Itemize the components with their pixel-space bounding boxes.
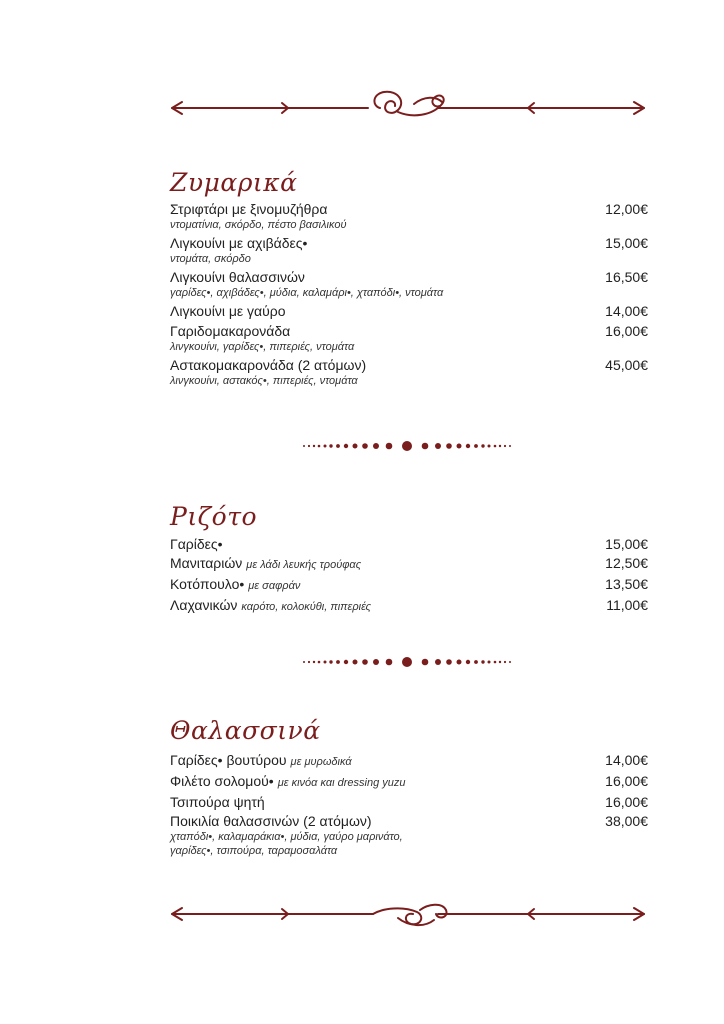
item-name: Φιλέτο σολομού•	[170, 773, 274, 789]
item-name: Λιγκουίνι θαλασσινών	[170, 269, 305, 285]
item-name: Λαχανικών	[170, 597, 238, 613]
list-item	[170, 772, 648, 792]
item-price: 38,00€	[605, 813, 648, 829]
pasta-list	[170, 200, 648, 388]
item-name: Γαριδομακαρονάδα	[170, 323, 291, 339]
item-name: Λιγκουίνι με γαύρο	[170, 303, 286, 319]
item-name: Λιγκουίνι με αχιβάδες•	[170, 235, 308, 251]
list-item	[170, 793, 648, 811]
item-price: 11,00€	[606, 597, 648, 613]
item-name: Μανιταριών	[170, 555, 243, 571]
item-inline-desc: με μυρωδικά	[290, 756, 352, 768]
item-inline-desc: με λάδι λευκής τρούφας	[246, 559, 362, 571]
section-title-pasta: Ζυμαρικά	[170, 168, 298, 197]
dots-divider	[300, 655, 514, 669]
item-desc: ντοματίνια, σκόρδο, πέστο βασιλικού	[170, 219, 347, 231]
list-item	[170, 751, 648, 771]
item-price: 13,50€	[605, 576, 648, 592]
item-inline-desc: με σαφράν	[248, 580, 301, 592]
item-price: 12,50€	[605, 555, 648, 571]
list-item	[170, 596, 648, 616]
list-item	[170, 575, 648, 595]
list-item	[170, 200, 648, 232]
item-price: 12,00€	[605, 201, 648, 217]
list-item	[170, 322, 648, 354]
item-price: 16,00€	[605, 773, 648, 789]
item-price: 16,00€	[605, 323, 648, 339]
seafood-list	[170, 751, 648, 858]
list-item	[170, 812, 648, 858]
item-name: Γαρίδες•	[170, 536, 223, 552]
item-desc: λινγκουίνι, γαρίδες•, πιπεριές, ντομάτα	[170, 341, 355, 353]
list-item	[170, 268, 648, 300]
list-item	[170, 554, 648, 574]
item-desc: ντομάτα, σκόρδο	[170, 253, 251, 265]
item-inline-desc: καρότο, κολοκύθι, πιπεριές	[241, 601, 371, 613]
item-price: 16,00€	[605, 794, 648, 810]
item-desc-line2: γαρίδες•, τσιπούρα, ταραμοσαλάτα	[170, 845, 338, 857]
item-inline-desc: με κινόα και dressing yuzu	[277, 777, 406, 789]
top-ornament	[168, 86, 648, 126]
item-price: 14,00€	[605, 752, 648, 768]
item-desc: χταπόδι•, καλαμαράκια•, μύδια, γαύρο μαρινάτο,	[170, 831, 403, 843]
dots-divider	[300, 439, 514, 453]
item-name: Στριφτάρι με ξινομυζήθρα	[170, 201, 328, 217]
item-name: Αστακομακαρονάδα (2 ατόμων)	[170, 357, 367, 373]
item-price: 15,00€	[605, 235, 648, 251]
item-desc: γαρίδες•, αχιβάδες•, μύδια, καλαμάρι•, χταπόδι•, ντομάτα	[170, 287, 444, 299]
section-title-risotto: Ριζότο	[170, 502, 258, 531]
list-item	[170, 302, 648, 320]
list-item	[170, 535, 648, 553]
bottom-ornament	[168, 894, 648, 934]
item-name: Τσιπούρα ψητή	[170, 794, 265, 810]
item-price: 15,00€	[605, 536, 648, 552]
item-name: Κοτόπουλο•	[170, 576, 245, 592]
item-desc: λινγκουίνι, αστακός•, πιπεριές, ντομάτα	[170, 375, 358, 387]
list-item	[170, 234, 648, 266]
item-price: 14,00€	[605, 303, 648, 319]
item-price: 45,00€	[605, 357, 648, 373]
item-price: 16,50€	[605, 269, 648, 285]
risotto-list	[170, 535, 648, 616]
section-title-seafood: Θαλασσινά	[170, 716, 321, 745]
list-item	[170, 356, 648, 388]
item-name: Ποικιλία θαλασσινών (2 ατόμων)	[170, 813, 372, 829]
item-name: Γαρίδες• βουτύρου	[170, 752, 287, 768]
